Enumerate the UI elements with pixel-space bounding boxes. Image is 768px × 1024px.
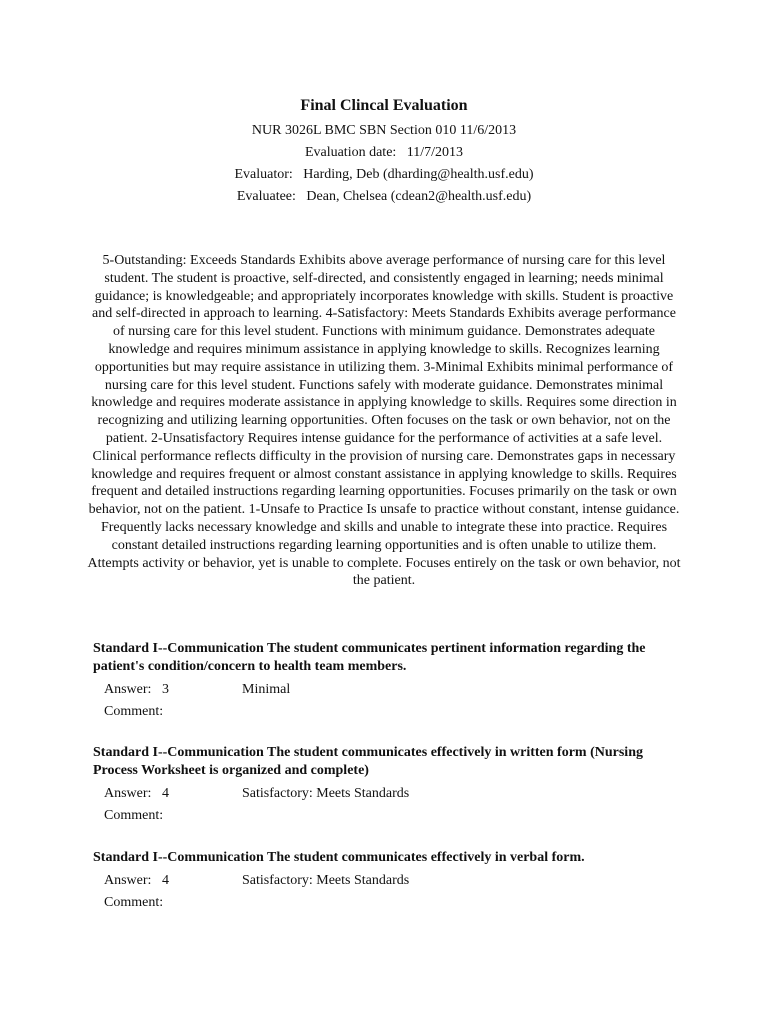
answer-description: Satisfactory: Meets Standards	[242, 786, 410, 801]
comment-row	[93, 892, 683, 914]
evaluation-date: Evaluation date: 11/7/2013	[304, 145, 464, 160]
standard-item	[93, 744, 683, 827]
answer-value: 3	[162, 682, 169, 697]
evaluator-line: Evaluator: Harding, Deb (dharding@health.usf.edu)	[234, 167, 534, 182]
comment-label: Comment:	[104, 895, 164, 910]
answer-value: 4	[162, 873, 169, 888]
answer-label: Answer:	[104, 682, 152, 697]
answer-label: Answer:	[104, 873, 152, 888]
answer-label: Answer:	[104, 786, 152, 801]
comment-row	[93, 701, 683, 723]
answer-row	[93, 870, 683, 892]
comment-label: Comment:	[104, 808, 164, 823]
evaluation-header	[0, 120, 768, 208]
document-title: Final Clincal Evaluation	[300, 97, 468, 114]
answer-description: Minimal	[242, 682, 291, 697]
standard-item	[93, 849, 683, 914]
comment-row	[93, 805, 683, 827]
standard-title: Standard I--Communication The student communicates effectively in verbal form.	[93, 850, 585, 865]
standard-title: Standard I--Communication The student communicates effectively in written form (Nursing Process Worksheet is organized and complete)	[93, 745, 643, 778]
standard-title: Standard I--Communication The student communicates pertinent information regarding the patient's condition/concern to health team members.	[93, 641, 646, 674]
answer-row	[93, 783, 683, 805]
course-line: NUR 3026L BMC SBN Section 010 11/6/2013	[251, 123, 517, 138]
standard-item	[93, 640, 683, 723]
comment-label: Comment:	[104, 704, 164, 719]
rating-scale-description: 5-Outstanding: Exceeds Standards Exhibits above average performance of nursing care for this level student. The student is proactive, self-directed, and consistently engaged in learning; needs minimal guidance; is knowledgeable; and appropriately incorporates knowledge with skills. Student is proactive and self-directed in approach to learning. 4-Satisfactory: Meets Standards Exhibits average performance of nursing care for this level student. Functions with minimum guidance. Demonstrates adequate knowledge and requires minimum assistance in applying knowledge to skills. Recognizes learning opportunities but may require assistance in utilizing them. 3-Minimal Exhibits minimal performance of nursing care for this level student. Functions safely with moderate guidance. Demonstrates minimal knowledge and requires moderate assistance in applying knowledge to skills. Requires some direction in recognizing and utilizing learning opportunities. Often focuses on the task or own behavior, not on the patient. 2-Unsatisfactory Requires intense guidance for the performance of activities at a safe level. Clinical performance reflects difficulty in the provision of nursing care. Demonstrates gaps in necessary knowledge and requires frequent or almost constant assistance in applying knowledge to skills. Requires frequent and detailed instructions regarding learning opportunities. Focuses primarily on the task or own behavior, not on the patient. 1-Unsafe to Practice Is unsafe to practice without constant, intense guidance. Frequently lacks necessary knowledge and skills and unable to integrate these into practice. Requires constant detailed instructions regarding learning opportunities and is often unable to utilize them. Attempts activity or behavior, yet is unable to complete. Focuses entirely on the task or own behavior, not the patient.	[87, 253, 681, 589]
answer-value: 4	[162, 786, 169, 801]
answer-description: Satisfactory: Meets Standards	[242, 873, 410, 888]
answer-row	[93, 679, 683, 701]
evaluatee-line: Evaluatee: Dean, Chelsea (cdean2@health.usf.edu)	[236, 189, 532, 204]
